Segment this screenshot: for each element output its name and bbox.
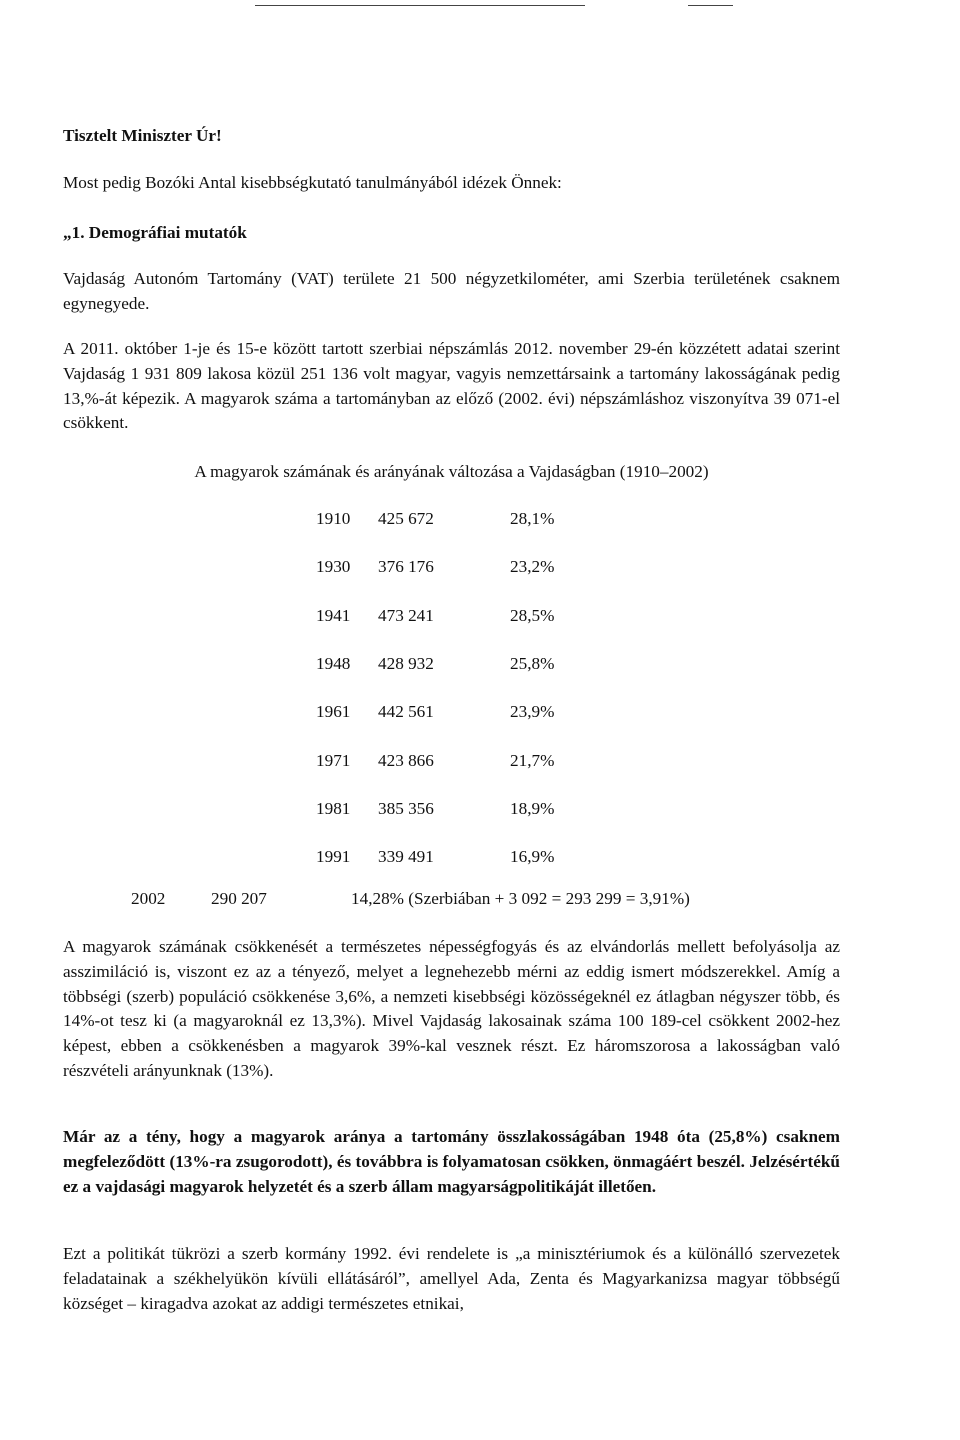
table-row [63, 797, 840, 821]
paragraph-census: A 2011. október 1-je és 15-e között tartott szerbiai népszámlás 2012. november 29-én közzétett adatai szerint Vajdaság 1 931 809 lakosa közül 251 136 volt magyar, vagyis nemzettársaink a tartomány lakosságának pedig 13,%-át képezik. A magyarok száma a tartományban az előző (2002. évi) népszámláshoz viszonyítva 39 071-el csökkent. [63, 339, 840, 433]
table-cell-count: 385 356 [378, 798, 434, 818]
table-cell-year: 1930 [316, 557, 351, 577]
table-row [63, 604, 840, 628]
paragraph-bold-statement: Már az a tény, hogy a magyarok aránya a tartomány összlakosságában 1948 óta (25,8%) csaknem megfeleződött (13%-ra zsugorodott), és továbbra is folyamatosan csökken, önmagáért beszél. Jelzésértékű ez a vajdasági magyarok helyzetét és a szerb állam magyarságpolitikáját illetően. [63, 1127, 840, 1196]
table-cell-year: 1941 [316, 605, 351, 625]
table-cell-percent: 16,9% [510, 847, 555, 867]
paragraph-area: Vajdaság Autonóm Tartomány (VAT) területe 21 500 négyzetkilométer, ami Szerbia területének csaknem egynegyede. [63, 269, 840, 313]
paragraph-assimilation: A magyarok számának csökkenését a természetes népességfogyás és az elvándorlás mellett befolyásolja az asszimiláció is, viszont ez az a tényező, melyet a legnehezebb mérni az eddig ismert módszerekkel. Amíg a többségi (szerb) populáció csökkenése 3,6%, a nemzeti kisebbségi közösségeknél ez átlagban négyszer több, és 14%-ot tesz ki (a magyaroknál ez 13,3%). Mivel Vajdaság lakosainak száma 100 189-cel csökkent 2002-hez képest, ebben a csökkenésben a magyarok 39%-kal vesznek részt. Ez háromszorosa a lakosságban való részvételi arányunknak (13%). [63, 937, 840, 1080]
table-cell-year: 1910 [316, 509, 351, 528]
table-row [63, 845, 840, 869]
table-row [63, 555, 840, 579]
table-cell-count: 425 672 [378, 509, 434, 528]
paragraph-decree: Ezt a politikát tükrözi a szerb kormány 1992. évi rendelete is „a minisztériumok és a különálló szervezetek feladatainak a székhelyükön kívüli ellátásáról”, amellyel Ada, Zenta és Magyarkanizsa magyar többségű községet – kiragadva azokat az addigi természetes etnikai, [63, 1244, 840, 1313]
table-row-2002 [63, 887, 840, 911]
table-cell-percent: 28,1% [510, 509, 555, 528]
table-row [63, 652, 840, 676]
table-cell-count: 428 932 [378, 653, 434, 673]
table-cell-year: 1948 [316, 653, 351, 673]
table-cell-percent: 28,5% [510, 605, 555, 625]
table-cell-count: 376 176 [378, 557, 434, 577]
table-cell-count: 339 491 [378, 847, 434, 867]
table-row [63, 507, 840, 531]
table-cell-percent: 18,9% [510, 798, 555, 818]
table-cell-year: 1961 [316, 702, 351, 722]
table-cell-year: 1981 [316, 798, 351, 818]
table-cell-percent: 25,8% [510, 653, 555, 673]
scan-artifact-line-right [688, 5, 733, 6]
scan-artifact-line-left [255, 5, 585, 6]
table-cell-percent: 23,9% [510, 702, 555, 722]
table-cell-percent: 14,28% (Szerbiában + 3 092 = 293 299 = 3,91%) [351, 889, 690, 908]
table-cell-count: 473 241 [378, 605, 434, 625]
table-caption: A magyarok számának és arányának változása a Vajdaságban (1910–2002) [194, 462, 709, 481]
table-row [63, 700, 840, 724]
intro-line: Most pedig Bozóki Antal kisebbségkutató tanulmányából idézek Önnek: [63, 173, 562, 192]
table-row [63, 749, 840, 773]
table-cell-year: 1971 [316, 750, 351, 770]
table-cell-year: 1991 [316, 847, 351, 867]
table-cell-count: 423 866 [378, 750, 434, 770]
greeting: Tisztelt Miniszter Úr! [63, 126, 222, 145]
table-cell-year: 2002 [131, 889, 166, 908]
section-heading: „1. Demográfiai mutatók [63, 223, 247, 242]
table-cell-count: 290 207 [211, 889, 267, 908]
table-cell-percent: 23,2% [510, 557, 555, 577]
table-cell-percent: 21,7% [510, 750, 555, 770]
table-cell-count: 442 561 [378, 702, 434, 722]
